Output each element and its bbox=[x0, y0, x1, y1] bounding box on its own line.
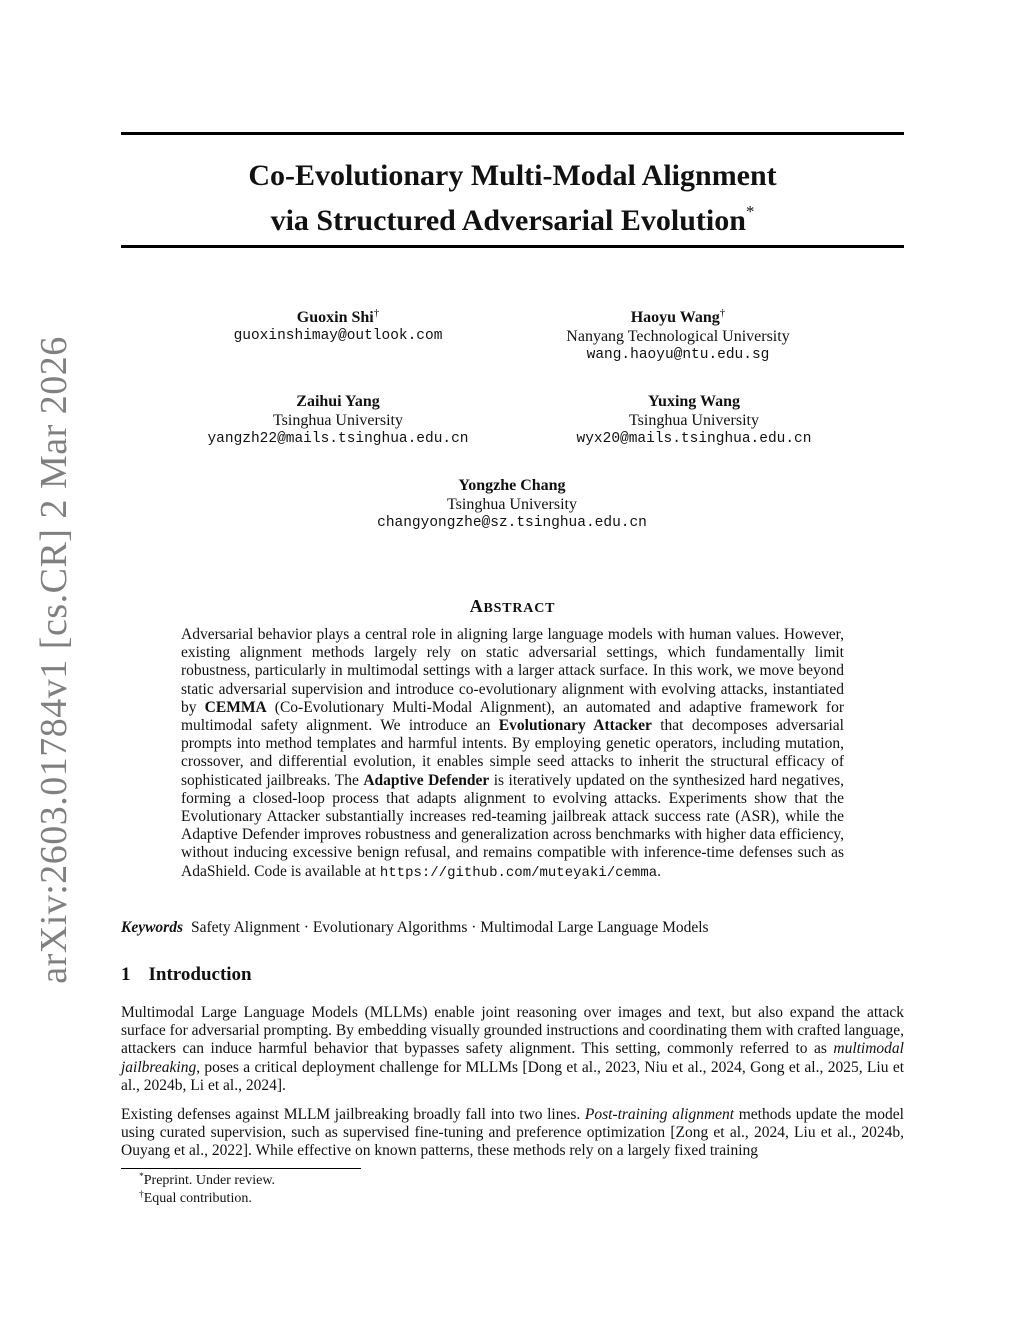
evolutionary-attacker-term: Evolutionary Attacker bbox=[498, 717, 652, 735]
abstract-body: Adversarial behavior plays a central role in aligning large language models with human values. However, existing alignment methods largely rely on static adversarial settings, which fundamentally limit robustness, particularly in multimodal settings with a larger attack surface. In this work, we move beyond static adversarial supervision and introduce co-evolutionary alignment with evolving attacks, instantiated by CEMMA (Co-Evolutionary Multi-Modal Alignment), an automated and adaptive framework for multimodal safety alignment. We introduce an Evolutionary Attacker that decomposes adversarial prompts into method templates and harmful intents. By employing genetic operators, including mutation, crossover, and differential evolution, it enables simple seed attacks to inherit the structural efficacy of sophisticated jailbreaks. The Adaptive Defender is iteratively updated on the synthesized hard negatives, forming a closed-loop process that adapts alignment to evolving attacks. Experiments show that the Evolutionary Attacker substantially increases red-teaming jailbreak attack success rate (ASR), while the Adaptive Defender improves robustness and generalization across benchmarks with higher data efficiency, without inducing excessive benign refusal, and remains compatible with inference-time defenses such as AdaShield. Code is available at https://github.com/muteyaki/cemma. bbox=[181, 626, 845, 881]
author-name: Yongzhe Chang bbox=[458, 477, 566, 494]
author-name: Zaihui Yang bbox=[296, 393, 380, 410]
intro-paragraph-2: Existing defenses against MLLM jailbreaking broadly fall into two lines. Post-training alignment methods update the model using curated supervision, such as supervised fine-tuning and preference optimization [Zong et al., 2024, Liu et al., 2024b, Ouyang et al., 2022]. While effective on known patterns, these methods rely on a largely fixed training bbox=[121, 1106, 904, 1160]
author-affiliation: Tsinghua University bbox=[447, 496, 577, 513]
author-name: Yuxing Wang bbox=[647, 393, 741, 410]
arxiv-identifier-stamp: arXiv:2603.01784v1 [cs.CR] 2 Mar 2026 bbox=[33, 336, 75, 984]
abstract-heading: ABSTRACT bbox=[469, 596, 556, 616]
title-line-1: Co-Evolutionary Multi-Modal Alignment bbox=[248, 159, 777, 192]
title-top-rule bbox=[121, 132, 904, 135]
section-number: 1 bbox=[121, 964, 131, 985]
section-title: Introduction bbox=[148, 964, 252, 985]
author-email: guoxinshimay@outlook.com bbox=[233, 328, 443, 344]
footnote-divider bbox=[121, 1168, 361, 1169]
author-name: Guoxin Shi† bbox=[296, 307, 380, 326]
keywords-label: Keywords bbox=[121, 919, 183, 936]
cemma-term: CEMMA bbox=[204, 698, 267, 716]
author-affiliation: Tsinghua University bbox=[629, 412, 759, 429]
keywords-line bbox=[121, 919, 709, 937]
author-block bbox=[488, 308, 868, 365]
author-affiliation: Nanyang Technological University bbox=[566, 328, 790, 345]
adaptive-defender-term: Adaptive Defender bbox=[363, 771, 490, 789]
footnote: *Preprint. Under review. bbox=[139, 1172, 276, 1188]
author-block bbox=[504, 392, 884, 449]
intro-paragraph-1: Multimodal Large Language Models (MLLMs) enable joint reasoning over images and text, but also expand the attack surface for adversarial prompting. By embedding visually grounded instructions and coordinating them with crafted language, attackers can induce harmful behavior that bypasses safety alignment. This setting, commonly referred to as multimodal jailbreaking, poses a critical deployment challenge for MLLMs [Dong et al., 2023, Niu et al., 2024, Gong et al., 2025, Liu et al., 2024b, Li et al., 2024]. bbox=[121, 1004, 904, 1094]
author-email: wang.haoyu@ntu.edu.sg bbox=[586, 347, 770, 363]
footnote: †Equal contribution. bbox=[139, 1190, 252, 1206]
paper-title bbox=[121, 158, 904, 239]
author-affiliation: Tsinghua University bbox=[273, 412, 403, 429]
keywords-text: Safety Alignment · Evolutionary Algorithms · Multimodal Large Language Models bbox=[191, 919, 709, 936]
author-email: wyx20@mails.tsinghua.edu.cn bbox=[576, 431, 812, 447]
author-email: yangzh22@mails.tsinghua.edu.cn bbox=[207, 431, 469, 447]
section-heading bbox=[121, 964, 252, 986]
author-block bbox=[148, 308, 528, 346]
title-footnote-marker: * bbox=[745, 202, 755, 221]
author-block bbox=[322, 476, 702, 533]
title-bottom-rule bbox=[121, 245, 904, 248]
author-marker: † bbox=[373, 307, 380, 319]
title-line-2: via Structured Adversarial Evolution bbox=[270, 204, 746, 237]
code-url-link[interactable]: https://github.com/muteyaki/cemma bbox=[379, 864, 658, 881]
author-marker: † bbox=[719, 307, 726, 319]
author-block bbox=[148, 392, 528, 449]
author-email: changyongzhe@sz.tsinghua.edu.cn bbox=[377, 515, 647, 531]
author-name: Haoyu Wang† bbox=[630, 307, 726, 326]
